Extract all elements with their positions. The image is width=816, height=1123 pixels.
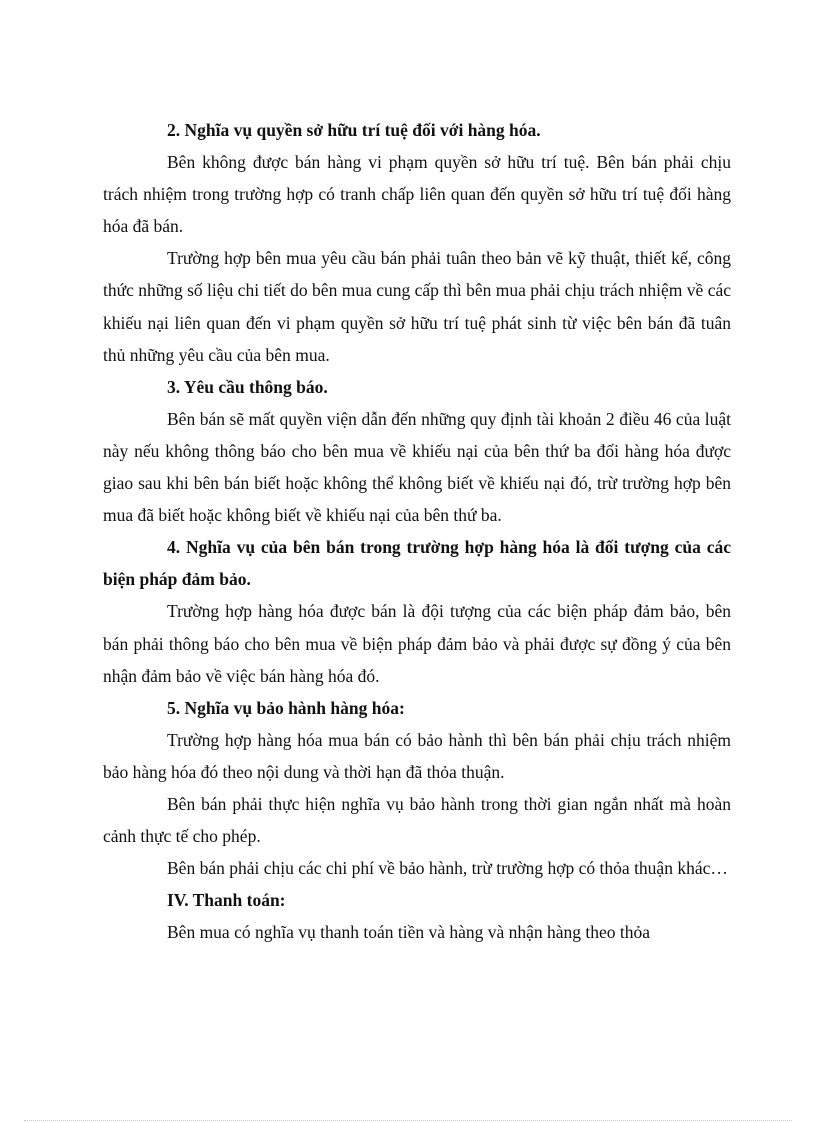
footer-divider (24, 1120, 792, 1121)
document-body (103, 114, 731, 948)
paragraph: Trường hợp hàng hóa mua bán có bảo hành thì bên bán phải chịu trách nhiệm bảo hàng hóa đó theo nội dung và thời hạn đã thỏa thuận. (103, 729, 731, 782)
paragraph: Bên bán sẽ mất quyền viện dẫn đến những quy định tài khoản 2 điều 46 của luật này nếu không thông báo cho bên mua về khiếu nại của bên thứ ba đối hàng hóa được giao sau khi bên bán biết hoặc không thể không biết về khiếu nại đó, trừ trường hợp bên mua đã biết hoặc không biết về khiếu nại của bên thứ ba. (103, 408, 731, 526)
paragraph: Bên bán phải chịu các chi phí về bảo hành, trừ trường hợp có thỏa thuận khác… (167, 858, 728, 879)
paragraph: Bên bán phải thực hiện nghĩa vụ bảo hành trong thời gian ngắn nhất mà hoàn cảnh thực tế cho phép. (103, 793, 731, 847)
paragraph: Bên mua có nghĩa vụ thanh toán tiền và hàng và nhận hàng theo thỏa (167, 922, 651, 943)
section-heading-3: 3. Yêu cầu thông báo. (167, 376, 328, 397)
paragraph: Bên không được bán hàng vi phạm quyền sở hữu trí tuệ. Bên bán phải chịu trách nhiệm trong trường hợp có tranh chấp liên quan đến quyền sở hữu trí tuệ đối hàng hóa đã bán. (103, 152, 731, 237)
section-heading-5: 5. Nghĩa vụ bảo hành hàng hóa: (167, 697, 405, 718)
section-heading-4: 4. Nghĩa vụ của bên bán trong trường hợp hàng hóa là đối tượng của các biện pháp đảm bảo. (103, 537, 731, 590)
section-heading-2: 2. Nghĩa vụ quyền sở hữu trí tuệ đối với hàng hóa. (167, 120, 541, 140)
section-heading-iv: IV. Thanh toán: (167, 890, 286, 911)
paragraph: Trường hợp hàng hóa được bán là đội tượng của các biện pháp đảm bảo, bên bán phải thông báo cho bên mua về biện pháp đảm bảo và phải được sự đồng ý của bên nhận đảm bảo về việc bán hàng hóa đó. (103, 601, 731, 686)
paragraph: Trường hợp bên mua yêu cầu bán phải tuân theo bản vẽ kỹ thuật, thiết kế, công thức những số liệu chi tiết do bên mua cung cấp thì bên mua phải chịu trách nhiệm về các khiếu nại liên quan đến vi phạm quyền sở hữu trí tuệ phát sinh từ việc bên bán đã tuân thủ những yêu cầu của bên mua. (103, 248, 731, 365)
